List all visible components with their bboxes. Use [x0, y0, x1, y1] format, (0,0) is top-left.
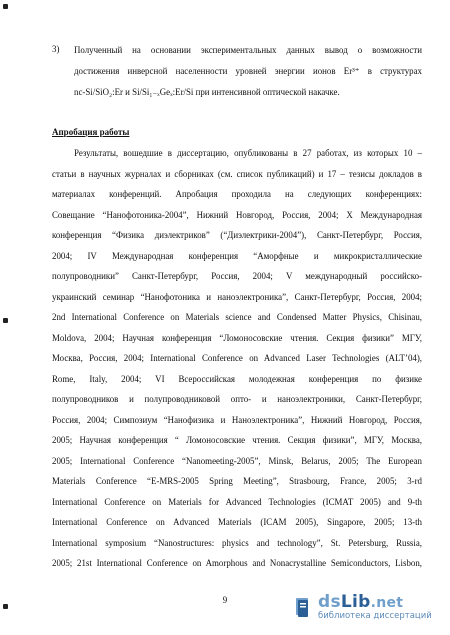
- section-heading: Апробация работы: [52, 127, 130, 137]
- watermark-logo: dsLib.net: [318, 592, 404, 612]
- body-line: International Conference on Advanced Materials (ICAM 2005), Singapore, 2005; 13-th: [52, 517, 422, 527]
- body-line: 2005; Научная конференция “ Ломоносовские чтения. Секция физики”, МГУ, Москва,: [52, 435, 422, 445]
- item-line-3: nc-Si/SiO₂:Er и Si/Si₁₋ₓGeₓ:Er/Si при интенсивной оптической накачке.: [74, 87, 340, 97]
- body-line: International Conference on Materials for Advanced Technologies (ICMAT 2005) and 9-th: [52, 496, 422, 507]
- watermark: [318, 592, 436, 630]
- page-number: 9: [222, 595, 228, 605]
- body-line: Rome, Italy, 2004; VI Всероссийская молодежная конференция по физике: [52, 373, 422, 384]
- body-line: Москва, Россия, 2004; International Conference on Advanced Laser Technologies (ALT’04),: [52, 353, 422, 363]
- body-line: Результаты, вошедшие в диссертацию, опубликованы в 27 работах, из которых 10 –: [74, 148, 422, 158]
- body-line: Moldova, 2004; Научная конференция “Ломоносовские чтения. Секция физики” МГУ,: [52, 332, 422, 343]
- body-line: Россия, 2004; Симпозиум “Нанофизика и Наноэлектроника”, Нижний Новгород, Россия,: [52, 414, 422, 425]
- item-line-2: достижения инверсной населенности уровней энергии ионов Er³⁺ в структурах: [74, 66, 422, 76]
- item-line-1: Полученный на основании экспериментальных данных вывод о возможности: [74, 45, 422, 55]
- body-line: украинский семинар “Нанофотоника и наноэлектроника”, Санкт-Петербург, Россия, 2004;: [52, 291, 422, 302]
- body-line: статьи в научных журналах и сборниках (см. список публикаций) и 17 – тезисы докладов в: [52, 168, 422, 179]
- body-line: 2004; IV Международная конференция “Аморфные и микрокристаллические: [52, 250, 422, 261]
- body-line: 2005; 21st International Conference on Amorphous and Nonacrystalline Semiconductors, Lisbon,: [52, 558, 422, 568]
- body-line: International symposium “Nanostructures: physics and technology”, St. Petersburg, Russia,: [52, 537, 422, 548]
- scan-mark-middle: [3, 318, 8, 323]
- body-line: материалах конференций. Апробация проходила на следующих конференциях:: [52, 189, 422, 199]
- body-line: Materials Conference “E-MRS-2005 Spring Meeting”, Strasbourg, France, 2005; 3-rd: [52, 476, 422, 486]
- body-line: 2nd International Conference on Materials science and Condensed Matter Physics, Chisinau,: [52, 312, 422, 322]
- body-line: полупроводников и полупроводниковой опто- и наноэлектроники, Санкт-Петербург,: [52, 394, 422, 404]
- body-line: конференция “Физика диэлектриков” (“Диэлектрики-2004”), Санкт-Петербург, Россия,: [52, 230, 422, 240]
- body-line: 2005; International Conference “Nanomeeting-2005”, Minsk, Belarus, 2005; The European: [52, 455, 422, 466]
- body-line: полупроводники” Санкт-Петербург, Россия, 2004; V международный российско-: [52, 271, 422, 281]
- scan-mark-top: [3, 4, 8, 9]
- watermark-subtitle: библиотека диссертаций: [318, 611, 432, 621]
- book-icon: [294, 596, 312, 618]
- body-line: Совещание “Нанофотоника-2004”, Нижний Новгород, Россия, 2004; X Международная: [52, 209, 422, 220]
- item-number: 3): [52, 44, 60, 54]
